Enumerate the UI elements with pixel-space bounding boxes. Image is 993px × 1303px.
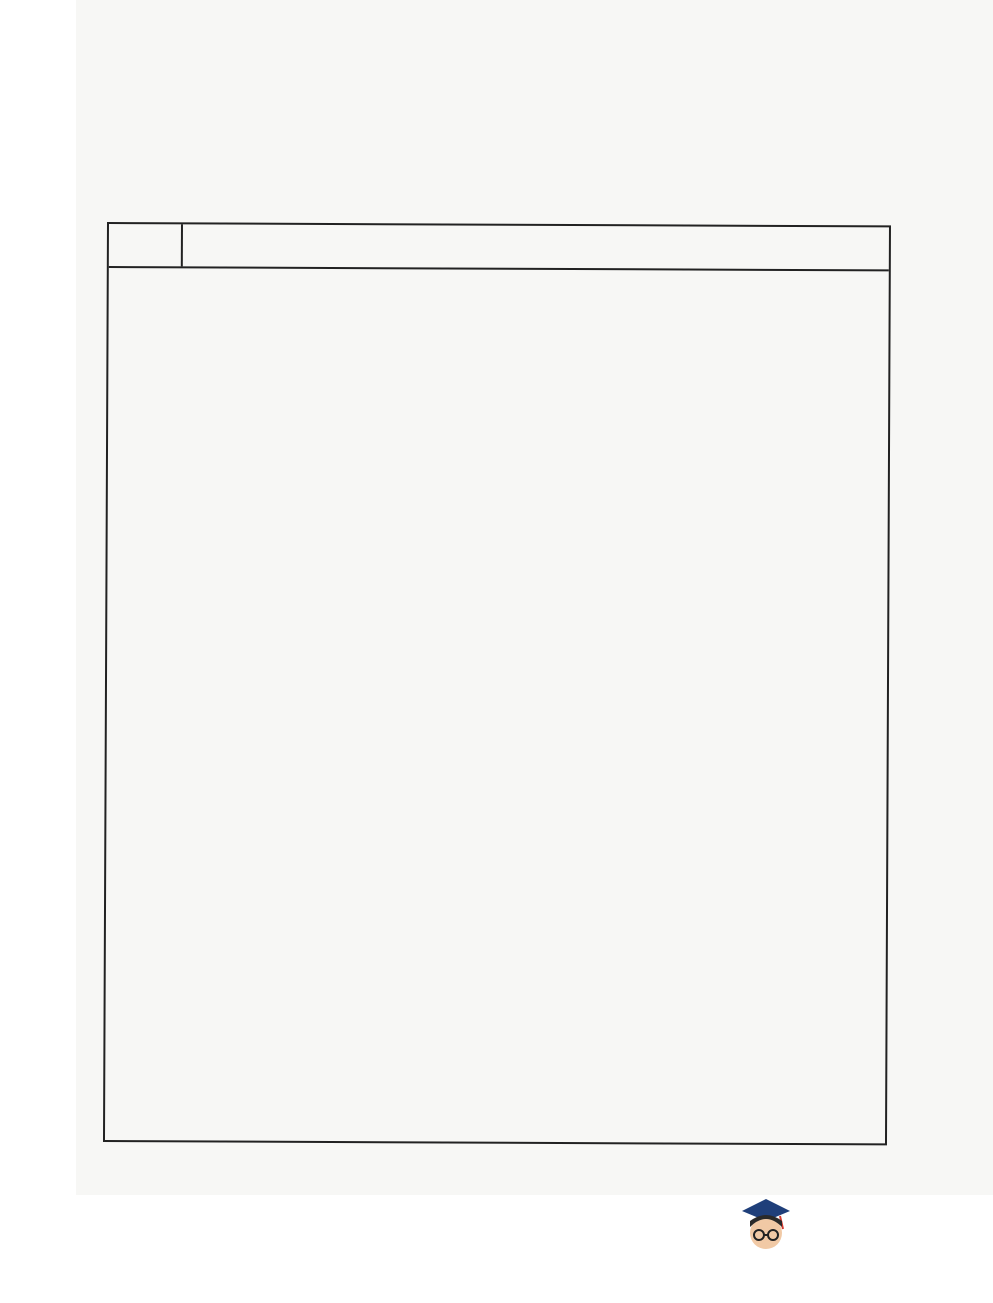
table-header — [109, 224, 889, 271]
column-header-question-no — [109, 224, 183, 266]
column-header-questions — [185, 224, 889, 269]
question-table — [103, 222, 891, 1145]
mascot-icon — [736, 1197, 792, 1255]
collegedunia-logo — [736, 1197, 964, 1259]
